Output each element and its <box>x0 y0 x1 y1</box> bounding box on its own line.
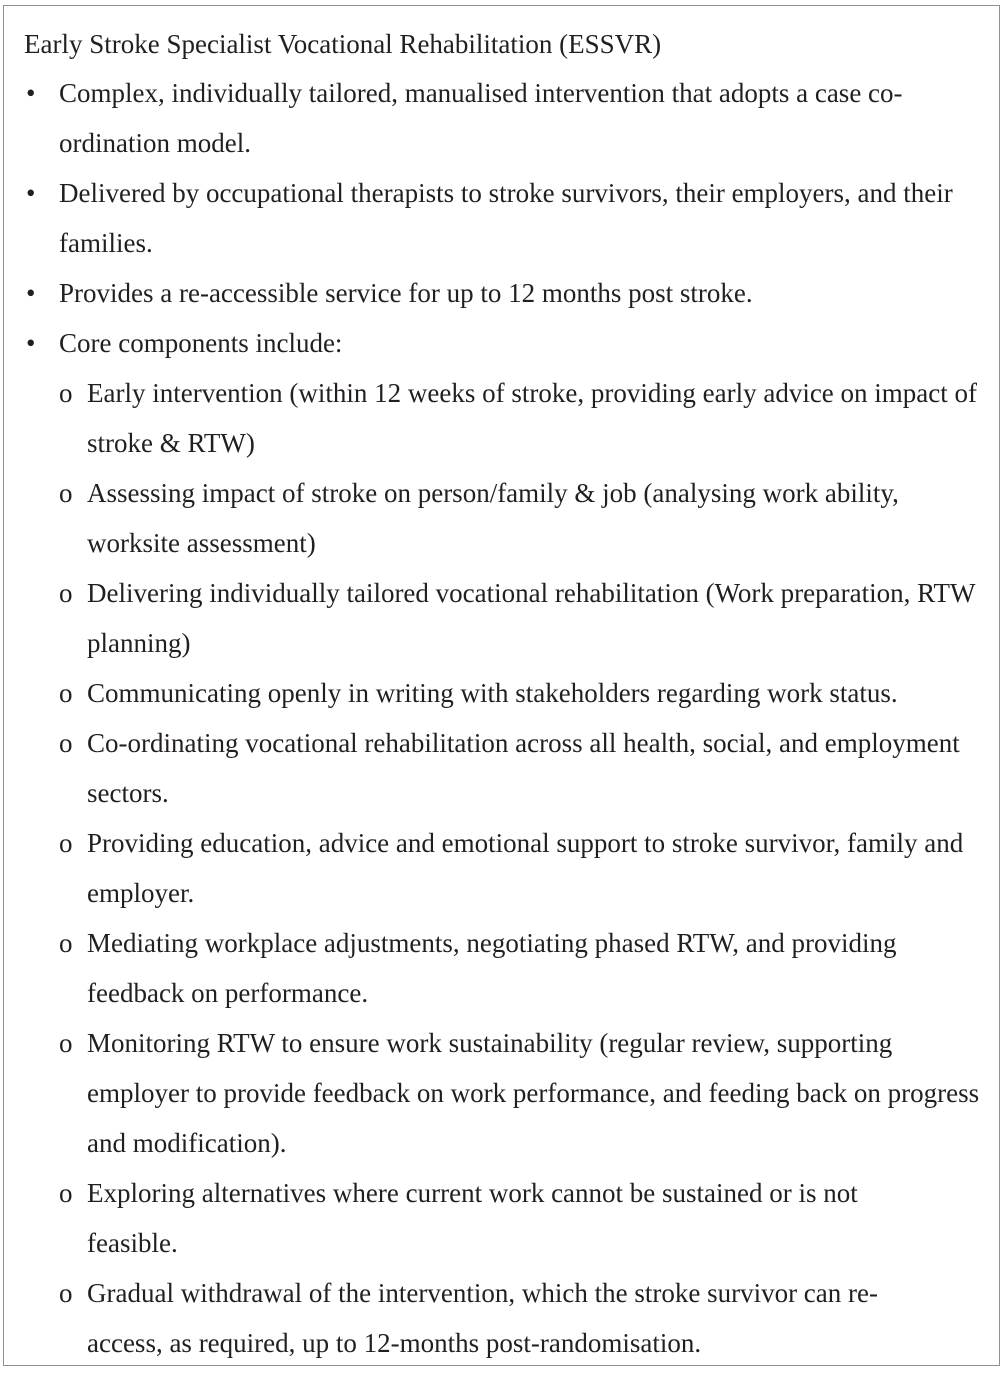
component-text: Monitoring RTW to ensure work sustainability (regular review, supporting employer to provide feedback on work performance, and feeding back on progress and modification). <box>87 1028 980 1158</box>
sub-bullet-icon: o <box>59 678 73 708</box>
component-text: Exploring alternatives where current work cannot be sustained or is not feasible. <box>87 1178 858 1258</box>
sub-bullet-icon: o <box>59 578 73 608</box>
sub-bullet-icon: o <box>59 828 73 858</box>
component-text: Communicating openly in writing with stakeholders regarding work status. <box>87 678 898 708</box>
bullet-icon: • <box>26 178 36 208</box>
component-text: Gradual withdrawal of the intervention, which the stroke survivor can re-access, as required, up to 12-months post-randomisation. <box>87 1278 878 1358</box>
sub-bullet-icon: o <box>59 928 73 958</box>
bullet-icon: • <box>26 328 36 358</box>
bullet-icon: • <box>26 78 36 108</box>
bullet-text: Delivered by occupational therapists to stroke survivors, their employers, and their families. <box>59 178 953 258</box>
essvr-summary-box <box>3 5 1000 1366</box>
bullet-icon: • <box>26 278 36 308</box>
sub-bullet-icon: o <box>59 1028 73 1058</box>
bullet-text: Complex, individually tailored, manualised intervention that adopts a case co-ordination model. <box>59 78 903 158</box>
component-text: Delivering individually tailored vocational rehabilitation (Work preparation, RTW planning) <box>87 578 975 658</box>
sub-bullet-icon: o <box>59 1278 73 1308</box>
sub-bullet-icon: o <box>59 1178 73 1208</box>
component-text: Assessing impact of stroke on person/family & job (analysing work ability, worksite assessment) <box>87 478 899 558</box>
component-text: Providing education, advice and emotional support to stroke survivor, family and employer. <box>87 828 964 908</box>
component-text: Co-ordinating vocational rehabilitation across all health, social, and employment sectors. <box>87 728 960 808</box>
sub-bullet-icon: o <box>59 378 73 408</box>
component-text: Mediating workplace adjustments, negotiating phased RTW, and providing feedback on performance. <box>87 928 897 1008</box>
bullet-text: Provides a re-accessible service for up to 12 months post stroke. <box>59 278 753 308</box>
sub-bullet-icon: o <box>59 478 73 508</box>
bullet-text: Core components include: <box>59 328 343 358</box>
component-text: Early intervention (within 12 weeks of stroke, providing early advice on impact of stroke & RTW) <box>87 378 977 458</box>
box-title: Early Stroke Specialist Vocational Rehabilitation (ESSVR) <box>24 29 662 59</box>
sub-bullet-icon: o <box>59 728 73 758</box>
